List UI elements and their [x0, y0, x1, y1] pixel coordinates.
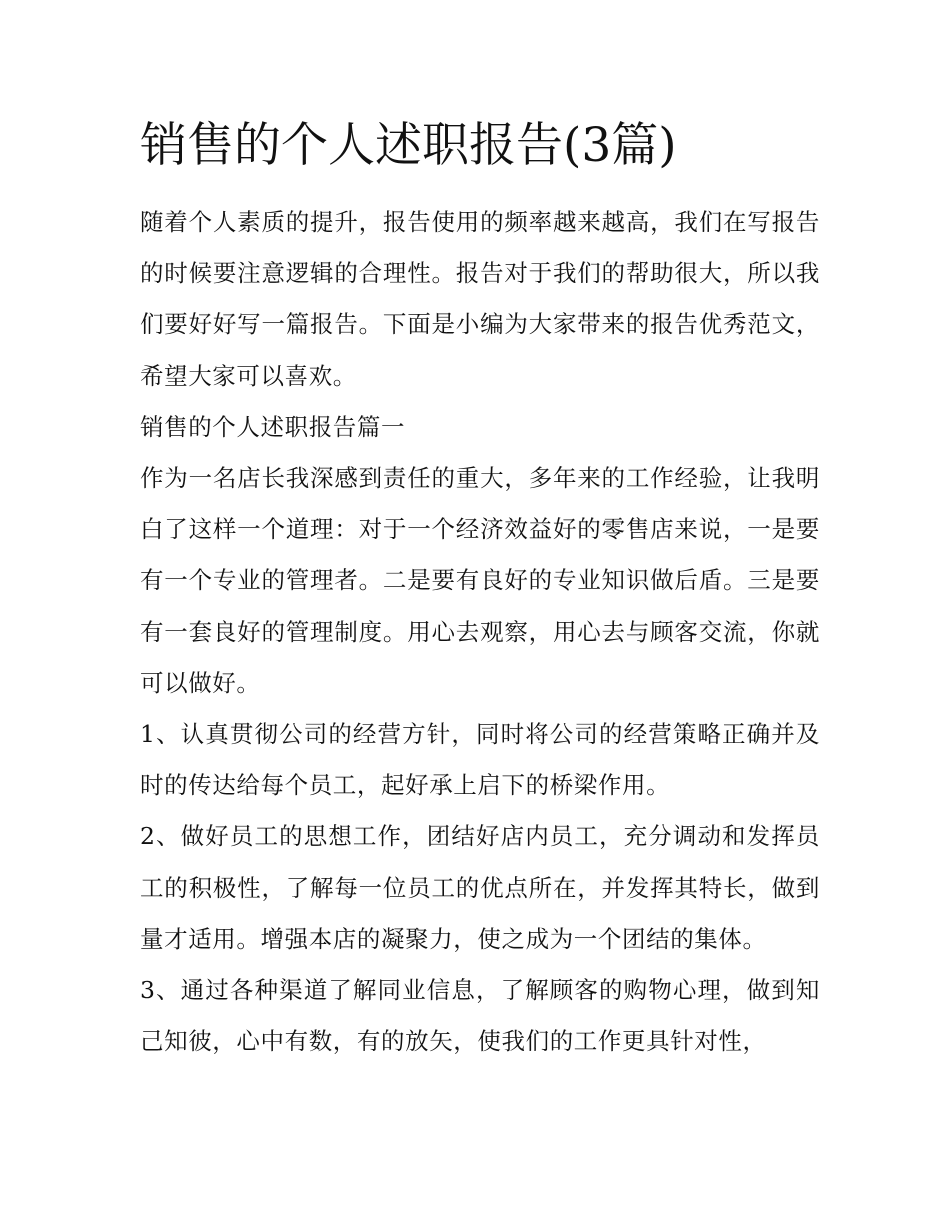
- list-item-2: 2、做好员工的思想工作，团结好店内员工，充分调动和发挥员工的积极性，了解每一位员工的优点所在，并发挥其特长，做到量才适用。增强本店的凝聚力，使之成为一个团结的集体。: [140, 822, 820, 953]
- list-item-1: 1、认真贯彻公司的经营方针，同时将公司的经营策略正确并及时的传达给每个员工，起好承上启下的桥梁作用。: [140, 720, 820, 800]
- section-heading: 销售的个人述职报告篇一: [140, 412, 406, 441]
- intro-paragraph: 随着个人素质的提升，报告使用的频率越来越高，我们在写报告的时候要注意逻辑的合理性。报告对于我们的帮助很大，所以我们要好好写一篇报告。下面是小编为大家带来的报告优秀范文，希望大家可以喜欢。: [140, 208, 820, 390]
- document-body: [140, 197, 820, 1067]
- list-item-3: 3、通过各种渠道了解同业信息，了解顾客的购物心理，做到知己知彼，心中有数，有的放矢，使我们的工作更具针对性，: [140, 976, 820, 1056]
- document-page: [140, 0, 820, 1229]
- document-title: 销售的个人述职报告(3篇): [140, 118, 677, 173]
- body-paragraph: 作为一名店长我深感到责任的重大，多年来的工作经验，让我明白了这样一个道理：对于一个经济效益好的零售店来说，一是要有一个专业的管理者。二是要有良好的专业知识做后盾。三是要有一套良好的管理制度。用心去观察，用心去与顾客交流，你就可以做好。: [140, 464, 820, 697]
